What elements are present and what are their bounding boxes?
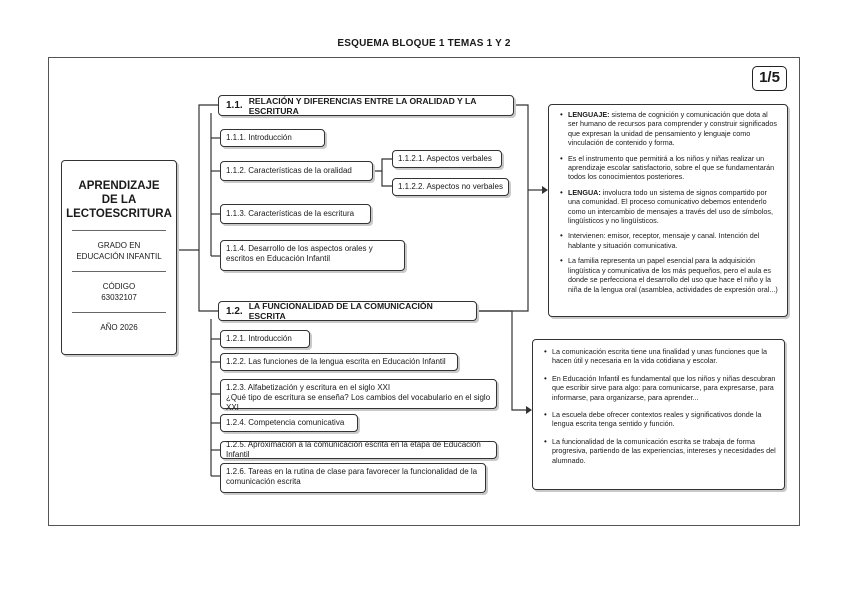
section1-number: 1.1. xyxy=(226,100,243,111)
note-item xyxy=(552,374,776,402)
item-label: comunicación escrita xyxy=(226,477,301,486)
item-1-1-1 xyxy=(220,129,325,147)
code-label: CÓDIGO xyxy=(102,282,136,291)
note-text: La familia representa un papel esencial para la adquisición lingüística y comunicativa de los más pequeños, pero el aula es donde se perfecciona el desarrollo del uso que hace el niño y la niña de la lengua oral (asamblea, actividades de expresión oral...) xyxy=(568,256,778,294)
main-title-line: LECTOESCRITURA xyxy=(66,208,172,220)
divider xyxy=(72,271,166,272)
note-item xyxy=(568,188,779,226)
item-label: 1.1.1. Introducción xyxy=(226,133,292,142)
subitem-1-1-2-1 xyxy=(392,150,502,168)
item-label: 1.2.5. Aproximación a la comunicación escrita en la etapa de Educación Infantil xyxy=(226,440,481,459)
divider xyxy=(72,230,166,231)
item-1-2-4 xyxy=(220,414,358,432)
item-label: 1.2.3. Alfabetización y escritura en el siglo XXI xyxy=(226,383,391,392)
subitem-label: 1.1.2.1. Aspectos verbales xyxy=(398,154,492,163)
section2-number: 1.2. xyxy=(226,305,243,317)
section1-title: RELACIÓN Y DIFERENCIAS ENTRE LA ORALIDAD Y LA ESCRITURA xyxy=(248,95,477,116)
degree-line: EDUCACIÓN INFANTIL xyxy=(76,252,162,261)
note-text: La escuela debe ofrecer contextos reales y significativos donde la lengua escrita tenga sentido y función. xyxy=(552,410,762,429)
document-title: ESQUEMA BLOQUE 1 TEMAS 1 Y 2 xyxy=(337,38,511,49)
main-topic-box xyxy=(61,160,177,355)
note-text: Intervienen: emisor, receptor, mensaje y canal. Intención del hablante y situación comunicativa. xyxy=(568,231,760,250)
divider xyxy=(72,312,166,313)
note-text: Es el instrumento que permitirá a los niños y niñas realizar un aprendizaje escolar satisfactorio, sobre el que se fundamentarán todos los conocimientos posteriores. xyxy=(568,153,775,182)
item-1-2-2 xyxy=(220,353,458,371)
note-text: La funcionalidad de la comunicación escrita se trabaja de forma progresiva, partiendo de las experiencias, intereses y necesidades del alumnado. xyxy=(552,436,776,465)
item-label: 1.2.6. Tareas en la rutina de clase para favorecer la funcionalidad de la xyxy=(226,467,478,476)
code-block xyxy=(62,281,176,303)
section1-header xyxy=(218,95,514,116)
item-label: ¿Qué tipo de escritura se enseña? Los cambios del vocabulario en el siglo XXI xyxy=(226,393,491,412)
note-text: involucra todo un sistema de signos compartido por una comunidad. El proceso comunicativo debemos entenderlo como un intercambio de mensajes a través del uso de símbolos, lingüísticos y no lingüísticos. xyxy=(568,187,773,226)
note-item xyxy=(552,410,776,429)
note-item xyxy=(568,154,779,182)
main-title xyxy=(62,179,176,221)
item-1-2-1 xyxy=(220,330,310,348)
note-text: En Educación Infantil es fundamental que los niños y niñas descubran que escribir sirve para algo: para comunicarse, para expresarse, para informarse, para organizarse, para aprender... xyxy=(552,373,776,402)
page-indicator: 1/5 xyxy=(752,66,787,91)
section2-title: LA FUNCIONALIDAD DE LA COMUNICACIÓN ESCRITA xyxy=(248,301,433,321)
degree-label xyxy=(62,240,176,262)
item-label: escritos en Educación Infantil xyxy=(226,254,331,263)
subitem-1-1-2-2 xyxy=(392,178,509,196)
note-item xyxy=(568,110,779,148)
section1-notes xyxy=(548,104,788,317)
item-1-1-2 xyxy=(220,161,373,181)
degree-line: GRADO EN xyxy=(97,241,141,250)
code-value: 63032107 xyxy=(101,293,137,302)
note-item xyxy=(568,231,779,250)
item-label: 1.1.4. Desarrollo de los aspectos orales y xyxy=(226,244,373,253)
item-label: 1.1.3. Características de la escritura xyxy=(226,209,355,218)
subitem-label: 1.1.2.2. Aspectos no verbales xyxy=(398,182,503,191)
item-label: 1.1.2. Características de la oralidad xyxy=(226,166,352,175)
note-item xyxy=(552,347,776,366)
note-text: La comunicación escrita tiene una finalidad y unas funciones que la hacen útil y necesaria en la vida cotidiana y escolar. xyxy=(552,347,767,366)
item-1-1-4 xyxy=(220,240,405,271)
item-1-2-5 xyxy=(220,441,497,459)
item-1-2-3 xyxy=(220,379,497,412)
note-text: sistema de cognición y comunicación que dota al ser humano de recursos para comprender y construir significados que expresan la unidad de pensamiento y lenguaje como vinculación de contenido y forma. xyxy=(568,110,777,148)
section2-notes xyxy=(532,339,785,490)
item-label: 1.2.4. Competencia comunicativa xyxy=(226,418,345,427)
main-title-line: DE LA xyxy=(101,194,137,206)
year-label: AÑO 2026 xyxy=(100,323,138,332)
item-label: 1.2.2. Las funciones de la lengua escrita en Educación Infantil xyxy=(226,357,446,366)
item-label: 1.2.1. Introducción xyxy=(226,334,292,343)
note-item xyxy=(552,437,776,465)
item-1-2-6 xyxy=(220,463,486,493)
section2-header xyxy=(218,301,477,321)
note-term: LENGUA: xyxy=(568,187,601,197)
main-title-line: APRENDIZAJE xyxy=(78,180,160,192)
note-term: LENGUAJE: xyxy=(568,110,610,119)
item-1-1-3 xyxy=(220,204,371,224)
note-item xyxy=(568,256,779,294)
